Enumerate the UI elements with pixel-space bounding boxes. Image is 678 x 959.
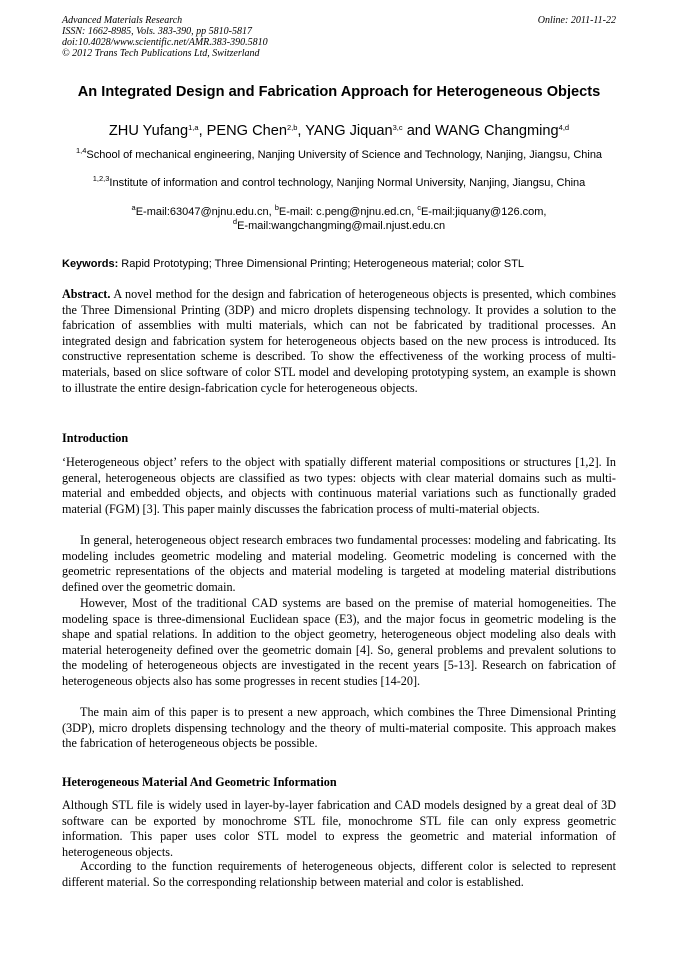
paper-title: An Integrated Design and Fabrication Approach for Heterogeneous Objects [77,84,601,100]
abstract-text: A novel method for the design and fabrication of heterogeneous objects is presented, which combines the Three Dimensional Printing (3DP) and micro droplets dispensing technology. It provides a solution to the fabrication of assemblies with multi materials, which can not be fabricated by traditional processes. An integrated design and fabrication system for heterogeneous objects based on the new process is introduced. Its constructive representation scheme is described. To show the effectiveness of the working process of multi-materials, based on slice software of color STL model and developing prototyping system, an example is shown to illustrate the entire design-fabrication cycle for heterogeneous objects. [62,287,616,395]
author-name: ZHU Yufang [108,123,189,139]
affiliation-text: School of mechanical engineering, Nanjing University of Science and Technology, Nanjing, Jiangsu, China [86,149,603,161]
email-mark: d [232,216,238,226]
email-mark: a [131,203,136,212]
copyright-line: © 2012 Trans Tech Publications Ltd, Switzerland [62,48,260,59]
author-affiliation-mark: 1,a [188,123,199,132]
author-affiliation-mark: 2,b [286,123,298,132]
author-affiliation-mark: 3,c [392,123,403,132]
author-separator: and [402,123,436,139]
journal-name: Advanced Materials Research [62,15,183,26]
abstract-label: Abstract. [62,287,111,301]
paragraph: The main aim of this paper is to present a new approach, which combines the Three Dimensional Printing (3DP), micro droplets dispensing technology and the theory of multi-material composite. This approach makes the fabrication of heterogeneous objects be possible. [62,705,616,751]
author-separator: , [198,123,207,139]
journal-header [62,15,616,59]
email-a: E-mail:63047@njnu.edu.cn, [135,206,275,218]
online-date: Online: 2011-11-22 [537,15,616,26]
paragraph: In general, heterogeneous object research embraces two fundamental processes: modeling and fabricating. Its modeling includes geometric modeling and material modeling. Geometric modeling is concerned with the geometric representations of the objects and material modeling is targeted at modeling material distributions defined over the geometric domain. [62,533,616,594]
keywords-text: Rapid Prototyping; Three Dimensional Printing; Heterogeneous material; color STL [118,258,525,270]
author-list [62,122,616,140]
affiliation [62,174,616,191]
paragraph: Although STL file is widely used in layer-by-layer fabrication and CAD models designed by a great deal of 3D software can be exported by monochrome STL file, monochrome STL file can only express geometric information. This paper uses color STL model to express the geometric and material information of heterogeneous objects. [62,798,616,859]
email-d: E-mail:wangchangming@mail.njust.edu.cn [237,219,446,232]
author-affiliation-mark: 4,d [558,123,570,132]
affiliation [62,146,616,163]
author-separator: , [297,123,306,139]
affiliation-mark: 1,4 [75,146,87,155]
email-mark: c [417,203,421,212]
email-b: E-mail: c.peng@njnu.ed.cn, [278,206,418,218]
author-name: PENG Chen [206,123,287,139]
email-block [62,203,616,233]
abstract [62,287,616,396]
keywords-label: Keywords: [62,258,119,270]
author-name: YANG Jiquan [305,123,393,139]
keywords [62,257,616,271]
section-heading-material: Heterogeneous Material And Geometric Information [62,775,337,789]
section-heading-introduction: Introduction [62,431,129,445]
email-c: E-mail:jiquany@126.com, [420,206,547,218]
paragraph: ‘Heterogeneous object’ refers to the object with spatially different material compositions or structures [1,2]. In general, heterogeneous objects are classified as two types: objects with clear material domains such as multi-material and embedded objects, and objects with continuous material variations such as functionally graded material (FGM) [3]. This paper mainly discusses the fabrication process of multi-material objects. [62,455,616,516]
paragraph: However, Most of the traditional CAD systems are based on the premise of material homogeneities. The modeling space is three-dimensional Euclidean space (E3), and the major focus in geometric modeling is the shape and spatial relations. In addition to the object geometry, heterogeneous object modeling also deals with material heterogeneity defined over the geometric domain [4]. So, general problems and prevalent solutions to the modeling of heterogeneous objects are investigated in the recent years [5-13]. Research on fabrication of heterogeneous objects also has some progresses in recent studies [14-20]. [62,596,616,688]
affiliation-text: Institute of information and control technology, Nanjing Normal University, Nanjing, Jiangsu, China [109,177,586,189]
email-mark: b [274,203,279,212]
doi-line: doi:10.4028/www.scientific.net/AMR.383-390.5810 [62,37,268,48]
affiliation-mark: 1,2,3 [92,174,110,183]
paragraph: According to the function requirements of heterogeneous objects, different color is selected to represent different material. So the corresponding relationship between material and color is established. [62,859,616,889]
author-name: WANG Changming [435,123,559,139]
issn-line: ISSN: 1662-8985, Vols. 383-390, pp 5810-5817 [62,26,252,37]
